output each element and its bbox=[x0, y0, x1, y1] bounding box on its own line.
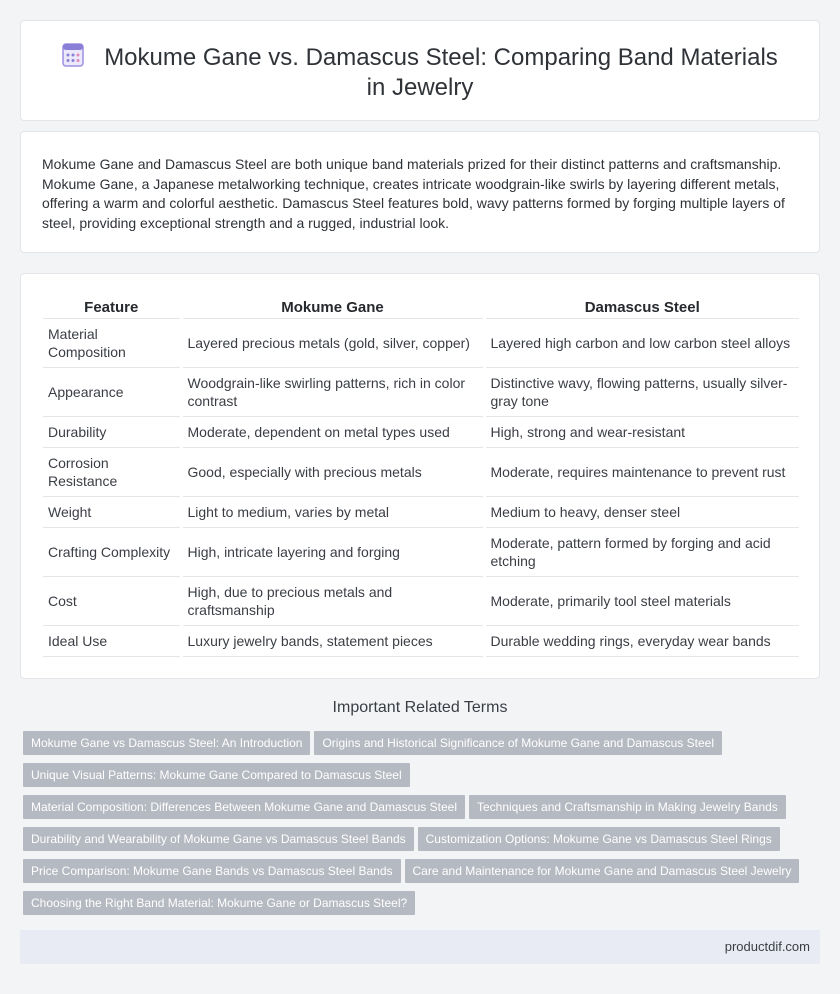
table-row bbox=[43, 318, 799, 367]
table-row bbox=[43, 367, 799, 416]
table-row bbox=[43, 625, 799, 656]
page-title-text: Mokume Gane vs. Damascus Steel: Comparing Band Materials in Jewelry bbox=[104, 44, 778, 101]
related-term-link[interactable]: Mokume Gane vs Damascus Steel: An Introduction bbox=[23, 731, 310, 755]
row-mokume-gane: Moderate, dependent on metal types used bbox=[181, 416, 484, 447]
row-mokume-gane: Layered precious metals (gold, silver, copper) bbox=[181, 318, 484, 367]
header-feature: Feature bbox=[43, 298, 181, 318]
row-damascus-steel: Distinctive wavy, flowing patterns, usually silver-gray tone bbox=[484, 367, 799, 416]
row-mokume-gane: Luxury jewelry bands, statement pieces bbox=[181, 625, 484, 656]
related-term-link[interactable]: Customization Options: Mokume Gane vs Damascus Steel Rings bbox=[418, 827, 780, 851]
footer-bar bbox=[20, 930, 820, 964]
row-mokume-gane: Light to medium, varies by metal bbox=[181, 496, 484, 527]
calculator-icon bbox=[62, 43, 84, 67]
related-term-link[interactable]: Choosing the Right Band Material: Mokume Gane or Damascus Steel? bbox=[23, 891, 415, 915]
related-terms-heading: Important Related Terms bbox=[332, 699, 508, 716]
row-feature: Durability bbox=[43, 416, 181, 447]
header-damascus-steel: Damascus Steel bbox=[484, 298, 799, 318]
table-row bbox=[43, 447, 799, 496]
header-mokume-gane: Mokume Gane bbox=[181, 298, 484, 318]
row-feature: Appearance bbox=[43, 367, 181, 416]
table-header-row bbox=[43, 298, 799, 318]
row-damascus-steel: Moderate, requires maintenance to prevent rust bbox=[484, 447, 799, 496]
row-feature: Weight bbox=[43, 496, 181, 527]
table-row bbox=[43, 416, 799, 447]
intro-paragraph: Mokume Gane and Damascus Steel are both unique band materials prized for their distinct patterns and craftsmanship. Mokume Gane, a Japanese metalworking technique, creates intricate woodgrain-like swirls by layering different metals, offering a warm and colorful aesthetic. Damascus Steel features bold, wavy patterns formed by forging multiple layers of steel, providing exceptional strength and a rugged, industrial look. bbox=[42, 156, 785, 231]
row-mokume-gane: High, intricate layering and forging bbox=[181, 527, 484, 576]
footer-site-name[interactable]: productdif.com bbox=[724, 939, 810, 954]
related-terms-list bbox=[23, 731, 823, 923]
related-term-link[interactable]: Origins and Historical Significance of Mokume Gane and Damascus Steel bbox=[314, 731, 722, 755]
row-mokume-gane: Good, especially with precious metals bbox=[181, 447, 484, 496]
row-feature: Cost bbox=[43, 576, 181, 625]
table-row bbox=[43, 527, 799, 576]
row-damascus-steel: Layered high carbon and low carbon steel alloys bbox=[484, 318, 799, 367]
comparison-table bbox=[43, 298, 799, 657]
row-mokume-gane: High, due to precious metals and craftsmanship bbox=[181, 576, 484, 625]
related-term-link[interactable]: Techniques and Craftsmanship in Making Jewelry Bands bbox=[469, 795, 786, 819]
row-damascus-steel: Durable wedding rings, everyday wear bands bbox=[484, 625, 799, 656]
row-mokume-gane: Woodgrain-like swirling patterns, rich in color contrast bbox=[181, 367, 484, 416]
comparison-table-card bbox=[20, 273, 820, 679]
page-title bbox=[51, 43, 789, 103]
row-feature: Ideal Use bbox=[43, 625, 181, 656]
row-damascus-steel: Medium to heavy, denser steel bbox=[484, 496, 799, 527]
related-term-link[interactable]: Care and Maintenance for Mokume Gane and Damascus Steel Jewelry bbox=[405, 859, 800, 883]
table-row bbox=[43, 496, 799, 527]
row-feature: Material Composition bbox=[43, 318, 181, 367]
row-damascus-steel: Moderate, primarily tool steel materials bbox=[484, 576, 799, 625]
row-feature: Crafting Complexity bbox=[43, 527, 181, 576]
related-term-link[interactable]: Price Comparison: Mokume Gane Bands vs Damascus Steel Bands bbox=[23, 859, 401, 883]
related-term-link[interactable]: Material Composition: Differences Between Mokume Gane and Damascus Steel bbox=[23, 795, 465, 819]
row-damascus-steel: High, strong and wear-resistant bbox=[484, 416, 799, 447]
row-damascus-steel: Moderate, pattern formed by forging and acid etching bbox=[484, 527, 799, 576]
intro-card bbox=[20, 131, 820, 253]
row-feature: Corrosion Resistance bbox=[43, 447, 181, 496]
table-row bbox=[43, 576, 799, 625]
related-term-link[interactable]: Durability and Wearability of Mokume Gane vs Damascus Steel Bands bbox=[23, 827, 414, 851]
related-term-link[interactable]: Unique Visual Patterns: Mokume Gane Compared to Damascus Steel bbox=[23, 763, 410, 787]
title-card bbox=[20, 20, 820, 121]
